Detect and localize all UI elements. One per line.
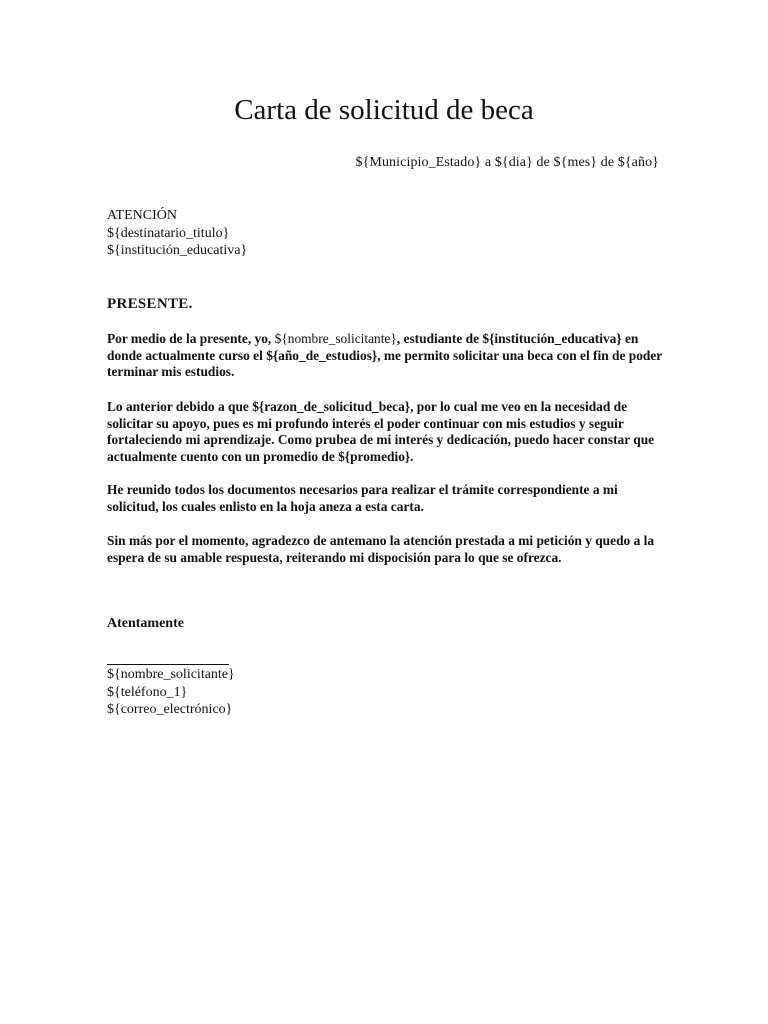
signature-line (107, 664, 229, 665)
p1-institution: ${institución_educativa} (482, 331, 622, 346)
p1-text-c: , estudiante de (396, 331, 483, 346)
signature-block (107, 666, 663, 719)
p2-text-e: . (410, 449, 414, 465)
p1-text-a: Por medio de la presente, yo, (107, 331, 275, 346)
p2-text-c: , por lo cual me veo en la necesidad de solicitar su apoyo, pues es mi profundo interés el poder continuar con mis estudios y seguir fortaleciendo mi aprendizaje. Como prubea de mi interés y dedicación, puedo hacer constar que actualmente cuento con un promedio de (107, 399, 655, 465)
signature-name: ${nombre_solicitante} (107, 667, 235, 682)
p1-text-e: en donde actualmente curso el (107, 331, 639, 363)
paragraph-reason (107, 399, 663, 466)
p2-text-a: Lo anterior debido a que (107, 399, 253, 414)
place-date-line: ${Municipio_Estado} a ${dia} de ${mes} de ${año} (355, 155, 659, 170)
p2-reason: ${razon_de_solicitud_beca} (252, 399, 411, 414)
paragraph-closing: Sin más por el momento, agradezco de antemano la atención prestada a mi petición y quedo a la espera de su amable respuesta, reiterando mi dispocisión para lo que se ofrezca. (107, 533, 655, 565)
signature-email: ${correo_electrónico} (107, 702, 233, 717)
recipient-block (107, 207, 663, 260)
p1-text-g: , me permito solicitar una beca con el fin de poder terminar mis estudios. (107, 347, 662, 380)
p1-applicant-name: ${nombre_solicitante} (274, 331, 397, 346)
attention-label: ATENCIÓN (107, 208, 177, 223)
signature-phone: ${teléfono_1} (107, 684, 188, 700)
p1-study-year: ${año_de_estudios} (266, 347, 378, 363)
recipient-institution: ${institución_educativa} (107, 243, 248, 258)
p2-average: ${promedio} (338, 449, 411, 465)
salutation: PRESENTE. (107, 296, 193, 312)
closing-word: Atentamente (107, 616, 184, 631)
letter-title: Carta de solicitud de beca (234, 94, 534, 126)
paragraph-documents: He reunido todos los documentos necesarios para realizar el trámite correspondiente a mi solicitud, los cuales enlisto en la hoja aneza a esta carta. (107, 482, 618, 514)
recipient-title: ${destinatario_titulo} (107, 225, 230, 241)
paragraph-request (107, 331, 663, 381)
